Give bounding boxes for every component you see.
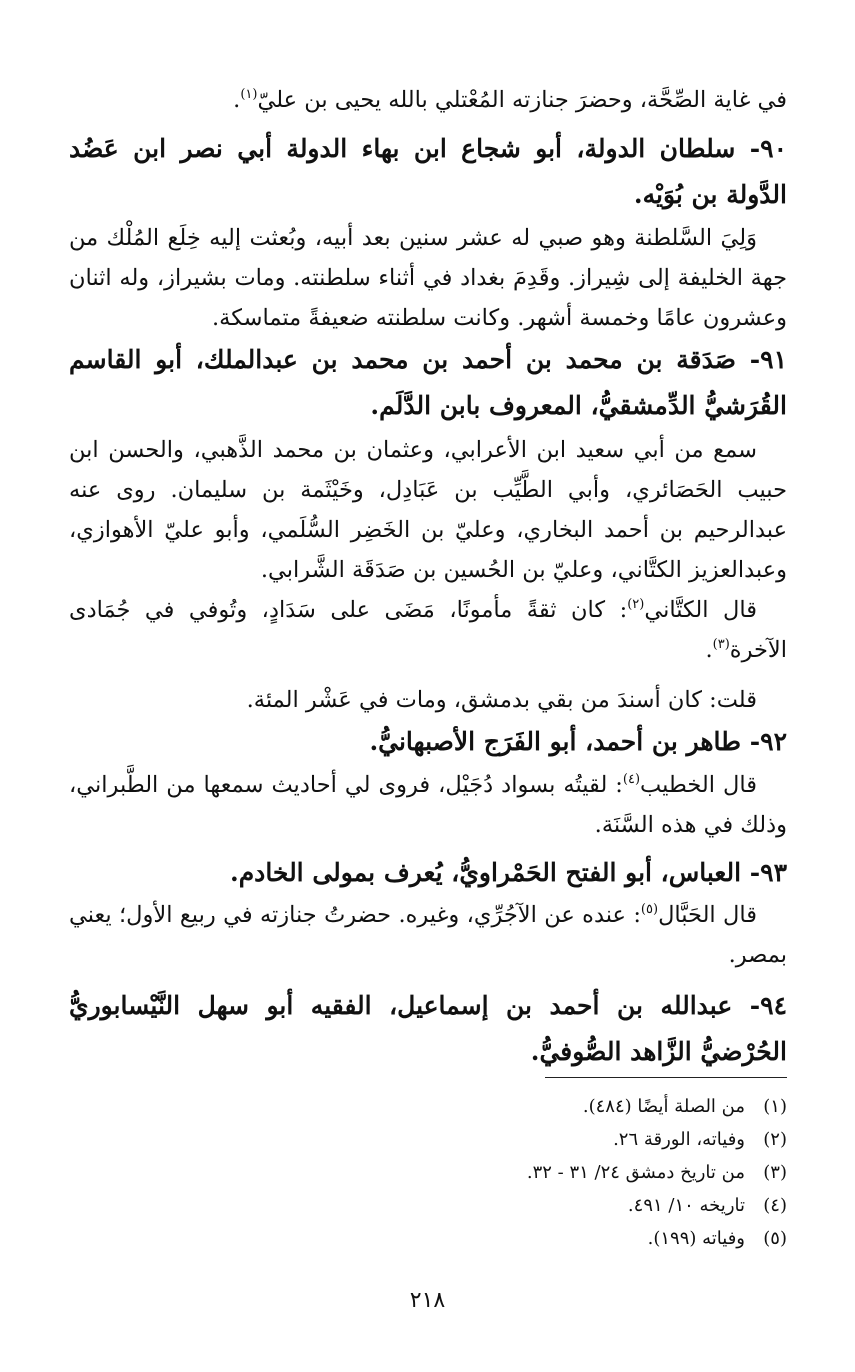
- footnote-number: (٥): [763, 1228, 787, 1249]
- footnote-text: من تاريخ دمشق ٢٤/ ٣١ - ٣٢.: [526, 1162, 745, 1183]
- page-number: ٢١٨: [409, 1288, 446, 1313]
- footnote-item: [69, 1189, 787, 1222]
- footnote-item: [69, 1222, 787, 1255]
- footnote-item: [69, 1090, 787, 1123]
- footnote-number: (٣): [763, 1162, 787, 1183]
- footnote-number: (١): [763, 1096, 787, 1117]
- footnote-text: وفياته، الورقة ٢٦.: [613, 1129, 745, 1150]
- footnote-separator: [545, 1077, 787, 1078]
- quote-text: : كان ثقةً مأمونًا، مَضَى على سَدَادٍ، وتُوفي في جُمَادى الآخرة: [69, 597, 787, 663]
- entry-heading-93: ٩٣- العباس، أبو الفتح الحَمْراويُّ، يُعرف بمولى الخادم.: [230, 858, 787, 887]
- footnote-item: [69, 1156, 787, 1189]
- quote-lead: قال الكتَّاني: [644, 597, 757, 623]
- footnote-ref: (٢): [627, 597, 645, 612]
- entry-quote-91: [69, 590, 787, 670]
- quote-lead: قال الحَبَّال: [658, 902, 758, 928]
- footnote-text: من الصلة أيضًا (٤٨٤).: [582, 1096, 745, 1117]
- entry-heading-92: ٩٢- طاهر بن أحمد، أبو الفَرَج الأصبهانيُّ.: [369, 727, 787, 756]
- entry-heading-91: ٩١- صَدَقة بن محمد بن أحمد بن محمد بن عبدالملك، أبو القاسم القُرَشيُّ الدِّمشقيُّ، المعروف بابن الدَّلَم.: [69, 345, 787, 420]
- entry-note-91: قلت: كان أسندَ من بقي بدمشق، ومات في عَشْر المئة.: [246, 687, 757, 713]
- intro-end: .: [233, 87, 241, 113]
- intro-line: [69, 80, 787, 120]
- entry-body-92: [69, 765, 787, 845]
- entry-heading-94: ٩٤- عبدالله بن أحمد بن إسماعيل، الفقيه أبو سهل النَّيْسابوريُّ الحُرْضيُّ الزَّاهد الصُّوفيُّ.: [69, 991, 787, 1066]
- entry-heading-90: ٩٠- سلطان الدولة، أبو شجاع ابن بهاء الدولة أبي نصر ابن عَضُد الدَّولة بن بُوَيْه.: [69, 134, 787, 209]
- footnotes: [69, 1090, 787, 1255]
- entry-body-90: وَلِيَ السَّلطنة وهو صبي له عشر سنين بعد أبيه، وبُعثت إليه خِلَع المُلْك من جهة الخليفة إلى شِيراز. وقَدِمَ بغداد في أثناء سلطنته. ومات بشيراز، وله اثنان وعشرون عامًا وخمسة أشهر. وكانت سلطنته ضعيفةً متماسكة.: [69, 225, 787, 331]
- footnote-ref: (١): [240, 87, 258, 102]
- footnote-item: [69, 1123, 787, 1156]
- quote-text: : عنده عن الآجُرِّي، وغيره. حضرتُ جنازته في ربيع الأول؛ يعني بمصر.: [69, 902, 787, 968]
- quote-lead: قال الخطيب: [640, 772, 757, 798]
- quote-text: : لقيتُه بسواد دُجَيْل، فروى لي أحاديث سمعها من الطَّبراني، وذلك في هذه السَّنَة.: [69, 772, 787, 838]
- quote-end: .: [705, 637, 713, 663]
- footnote-number: (٢): [763, 1129, 787, 1150]
- footnote-ref: (٤): [622, 772, 641, 787]
- footnote-ref: (٥): [640, 902, 659, 917]
- entry-body-93: [69, 895, 787, 975]
- footnote-ref: (٣): [712, 637, 730, 652]
- footnote-text: وفياته (١٩٩).: [647, 1228, 745, 1249]
- footnote-text: تاريخه ١٠/ ٤٩١.: [627, 1195, 745, 1216]
- intro-text: في غاية الصِّحَّة، وحضرَ جنازته المُعْتلي بالله يحيى بن عليّ: [257, 87, 787, 113]
- footnote-number: (٤): [763, 1195, 787, 1216]
- entry-body-91: سمع من أبي سعيد ابن الأعرابي، وعثمان بن محمد الذَّهبي، والحسن ابن حبيب الحَصَائري، وأبي الطَّيِّب بن عَبَادِل، وخَيْثَمة بن سليمان. روى عنه عبدالرحيم بن أحمد البخاري، وعليّ بن الخَضِر السُّلَمي، وأبو عليّ الأهوازي، وعبدالعزيز الكتَّاني، وعليّ بن الحُسين بن صَدَقَة الشَّرابي.: [69, 437, 787, 583]
